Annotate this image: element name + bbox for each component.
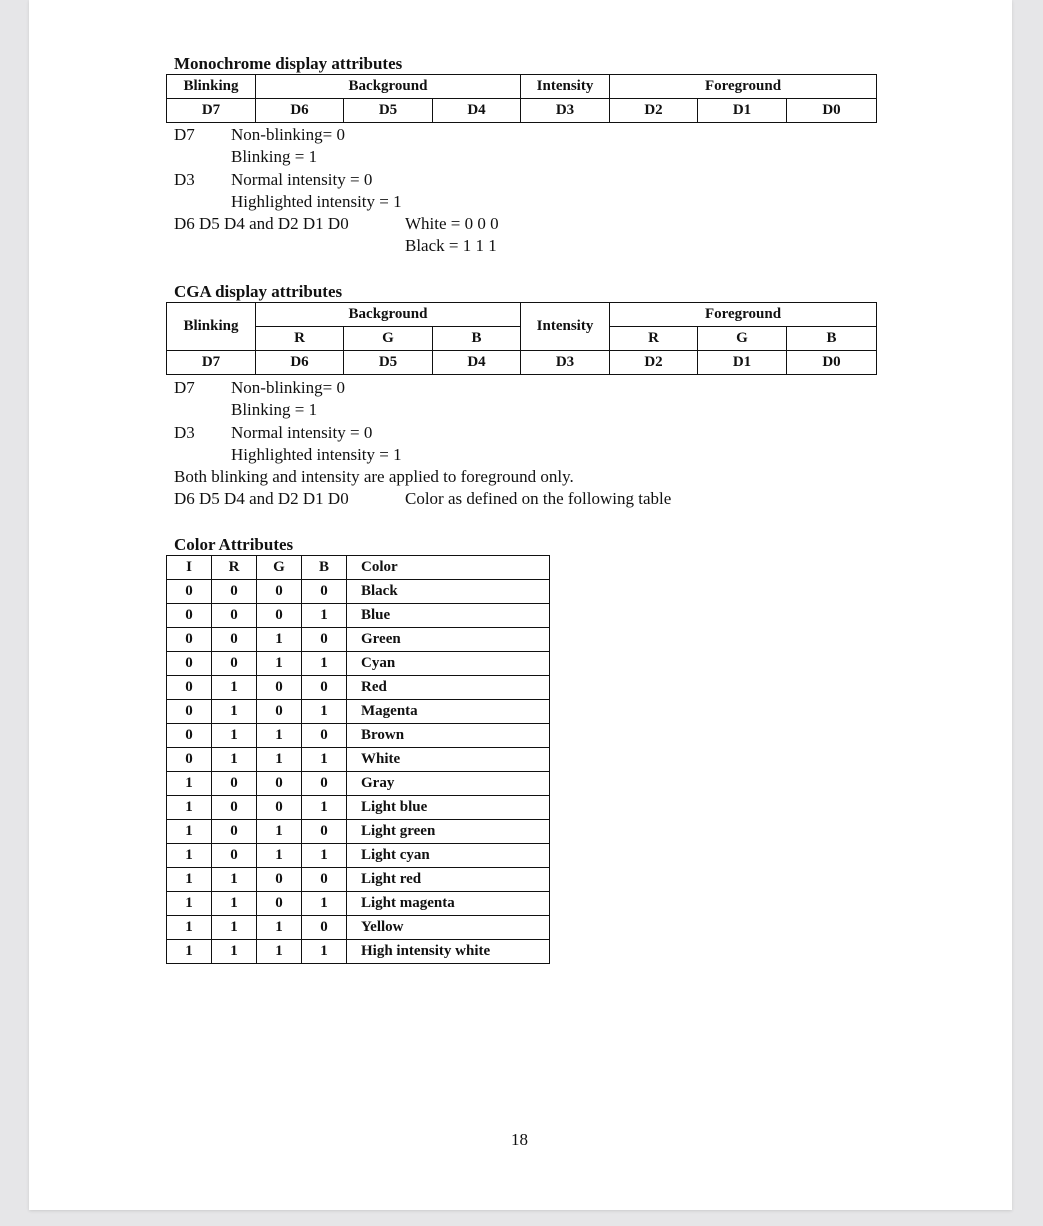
color-name-cell: Light blue <box>347 796 550 820</box>
bit-value-cell: 1 <box>257 652 302 676</box>
header-cell-r: R <box>212 556 257 580</box>
bit-value-cell: 1 <box>212 916 257 940</box>
bit-value-cell: 1 <box>167 892 212 916</box>
bit-value-cell: 0 <box>167 700 212 724</box>
cga-d3-label: D3 <box>174 423 195 442</box>
bit-value-cell: 1 <box>257 844 302 868</box>
cga-group-cell: Blinking <box>167 303 256 351</box>
cga-d7-label: D7 <box>174 378 195 397</box>
bit-value-cell: 1 <box>302 892 347 916</box>
color-rows <box>167 580 550 964</box>
mono-bit-cell: D5 <box>344 99 433 123</box>
table-row <box>167 724 550 748</box>
mono-group-cell: Background <box>256 75 521 99</box>
mono-group-row <box>167 75 877 99</box>
bit-value-cell: 0 <box>257 796 302 820</box>
table-row <box>167 604 550 628</box>
table-row <box>167 676 550 700</box>
bit-value-cell: 1 <box>167 844 212 868</box>
mono-d7-label: D7 <box>174 125 195 144</box>
mono-bit-cell: D0 <box>787 99 877 123</box>
cga-attribute-table <box>166 302 877 375</box>
header-cell-i: I <box>167 556 212 580</box>
bit-value-cell: 1 <box>167 796 212 820</box>
mono-bit-cell: D4 <box>433 99 521 123</box>
bit-value-cell: 1 <box>302 652 347 676</box>
bit-value-cell: 1 <box>302 940 347 964</box>
color-name-cell: Gray <box>347 772 550 796</box>
bit-value-cell: 0 <box>302 676 347 700</box>
cga-channel-cell: G <box>698 327 787 351</box>
table-row <box>167 916 550 940</box>
mono-d3-line2: Highlighted intensity = 1 <box>231 192 402 211</box>
bit-value-cell: 0 <box>257 772 302 796</box>
cga-bit-cell: D2 <box>610 351 698 375</box>
bit-value-cell: 1 <box>212 748 257 772</box>
bit-value-cell: 1 <box>167 916 212 940</box>
page-number: 18 <box>511 1130 528 1149</box>
bit-value-cell: 1 <box>257 724 302 748</box>
document-page <box>29 0 1012 1210</box>
bit-value-cell: 0 <box>257 676 302 700</box>
mono-group-cell: Intensity <box>521 75 610 99</box>
mono-attribute-table <box>166 74 877 123</box>
bit-value-cell: 0 <box>302 628 347 652</box>
cga-channel-cell: B <box>787 327 877 351</box>
bit-value-cell: 1 <box>257 820 302 844</box>
mono-title: Monochrome display attributes <box>174 54 403 73</box>
mono-white-value: White = 0 0 0 <box>405 214 499 233</box>
cga-group-cell: Intensity <box>521 303 610 351</box>
mono-bit-cell: D3 <box>521 99 610 123</box>
cga-channel-cell: B <box>433 327 521 351</box>
bit-value-cell: 0 <box>257 580 302 604</box>
color-name-cell: Light red <box>347 868 550 892</box>
bit-value-cell: 1 <box>302 796 347 820</box>
table-row <box>167 580 550 604</box>
color-name-cell: White <box>347 748 550 772</box>
mono-d7-line1: Non-blinking= 0 <box>231 125 345 144</box>
mono-bit-cell: D1 <box>698 99 787 123</box>
bit-value-cell: 1 <box>212 940 257 964</box>
cga-bit-cell: D3 <box>521 351 610 375</box>
bit-value-cell: 0 <box>212 844 257 868</box>
mono-color-label: D6 D5 D4 and D2 D1 D0 <box>174 214 349 233</box>
cga-bit-cell: D5 <box>344 351 433 375</box>
table-row <box>167 868 550 892</box>
table-row <box>167 844 550 868</box>
bit-value-cell: 1 <box>167 868 212 892</box>
mono-black-value: Black = 1 1 1 <box>405 236 497 255</box>
bit-value-cell: 0 <box>302 820 347 844</box>
bit-value-cell: 0 <box>257 868 302 892</box>
bit-value-cell: 1 <box>257 748 302 772</box>
bit-value-cell: 0 <box>167 724 212 748</box>
mono-bit-row <box>167 99 877 123</box>
mono-bit-cell: D7 <box>167 99 256 123</box>
color-name-cell: Blue <box>347 604 550 628</box>
cga-bit-cell: D1 <box>698 351 787 375</box>
color-name-cell: Green <box>347 628 550 652</box>
cga-d3-line2: Highlighted intensity = 1 <box>231 445 402 464</box>
bit-value-cell: 1 <box>167 820 212 844</box>
bit-value-cell: 0 <box>212 820 257 844</box>
cga-color-desc: Color as defined on the following table <box>405 489 672 508</box>
bit-value-cell: 0 <box>302 772 347 796</box>
color-name-cell: Light magenta <box>347 892 550 916</box>
cga-color-label: D6 D5 D4 and D2 D1 D0 <box>174 489 349 508</box>
mono-d3-label: D3 <box>174 170 195 189</box>
bit-value-cell: 1 <box>257 940 302 964</box>
cga-both-note: Both blinking and intensity are applied to foreground only. <box>174 467 574 486</box>
bit-value-cell: 0 <box>212 652 257 676</box>
color-name-cell: High intensity white <box>347 940 550 964</box>
cga-group-row <box>167 303 877 327</box>
bit-value-cell: 0 <box>302 916 347 940</box>
cga-title: CGA display attributes <box>174 282 343 301</box>
bit-value-cell: 0 <box>167 628 212 652</box>
bit-value-cell: 1 <box>212 724 257 748</box>
mono-bit-cell: D6 <box>256 99 344 123</box>
cga-channel-cell: G <box>344 327 433 351</box>
table-row <box>167 820 550 844</box>
bit-value-cell: 0 <box>212 580 257 604</box>
color-attributes-title: Color Attributes <box>174 535 294 554</box>
table-row <box>167 700 550 724</box>
color-name-cell: Magenta <box>347 700 550 724</box>
bit-value-cell: 1 <box>302 604 347 628</box>
bit-value-cell: 1 <box>257 628 302 652</box>
bit-value-cell: 0 <box>302 724 347 748</box>
mono-d3-line1: Normal intensity = 0 <box>231 170 373 189</box>
table-row <box>167 796 550 820</box>
header-cell-g: G <box>257 556 302 580</box>
cga-bit-cell: D0 <box>787 351 877 375</box>
cga-bit-cell: D6 <box>256 351 344 375</box>
bit-value-cell: 0 <box>167 748 212 772</box>
bit-value-cell: 1 <box>302 700 347 724</box>
color-name-cell: Light cyan <box>347 844 550 868</box>
bit-value-cell: 0 <box>257 892 302 916</box>
bit-value-cell: 0 <box>212 772 257 796</box>
table-row <box>167 628 550 652</box>
cga-d3-line1: Normal intensity = 0 <box>231 423 373 442</box>
bit-value-cell: 1 <box>212 892 257 916</box>
bit-value-cell: 0 <box>167 652 212 676</box>
color-name-cell: Yellow <box>347 916 550 940</box>
bit-value-cell: 0 <box>167 604 212 628</box>
cga-bit-row <box>167 351 877 375</box>
bit-value-cell: 0 <box>167 580 212 604</box>
table-row <box>167 652 550 676</box>
bit-value-cell: 0 <box>167 676 212 700</box>
color-name-cell: Black <box>347 580 550 604</box>
color-attributes-table <box>166 555 550 964</box>
bit-value-cell: 1 <box>257 916 302 940</box>
cga-d7-line1: Non-blinking= 0 <box>231 378 345 397</box>
bit-value-cell: 0 <box>302 580 347 604</box>
cga-bit-cell: D4 <box>433 351 521 375</box>
cga-bit-cell: D7 <box>167 351 256 375</box>
mono-bit-cell: D2 <box>610 99 698 123</box>
cga-group-cell: Background <box>256 303 521 327</box>
cga-group-cell: Foreground <box>610 303 877 327</box>
mono-group-cell: Foreground <box>610 75 877 99</box>
bit-value-cell: 1 <box>167 940 212 964</box>
cga-channel-cell: R <box>256 327 344 351</box>
bit-value-cell: 1 <box>212 700 257 724</box>
color-name-cell: Light green <box>347 820 550 844</box>
mono-d7-line2: Blinking = 1 <box>231 147 318 166</box>
header-cell-color: Color <box>347 556 550 580</box>
bit-value-cell: 0 <box>212 796 257 820</box>
table-row <box>167 748 550 772</box>
cga-d7-line2: Blinking = 1 <box>231 400 318 419</box>
bit-value-cell: 0 <box>302 868 347 892</box>
bit-value-cell: 1 <box>302 844 347 868</box>
bit-value-cell: 1 <box>212 868 257 892</box>
mono-group-cell: Blinking <box>167 75 256 99</box>
table-row <box>167 940 550 964</box>
color-name-cell: Cyan <box>347 652 550 676</box>
color-name-cell: Red <box>347 676 550 700</box>
bit-value-cell: 1 <box>212 676 257 700</box>
bit-value-cell: 1 <box>167 772 212 796</box>
table-row <box>167 892 550 916</box>
color-header-row <box>167 556 550 580</box>
bit-value-cell: 1 <box>302 748 347 772</box>
bit-value-cell: 0 <box>257 700 302 724</box>
cga-channel-cell: R <box>610 327 698 351</box>
color-name-cell: Brown <box>347 724 550 748</box>
table-row <box>167 772 550 796</box>
bit-value-cell: 0 <box>212 604 257 628</box>
header-cell-b: B <box>302 556 347 580</box>
bit-value-cell: 0 <box>212 628 257 652</box>
bit-value-cell: 0 <box>257 604 302 628</box>
